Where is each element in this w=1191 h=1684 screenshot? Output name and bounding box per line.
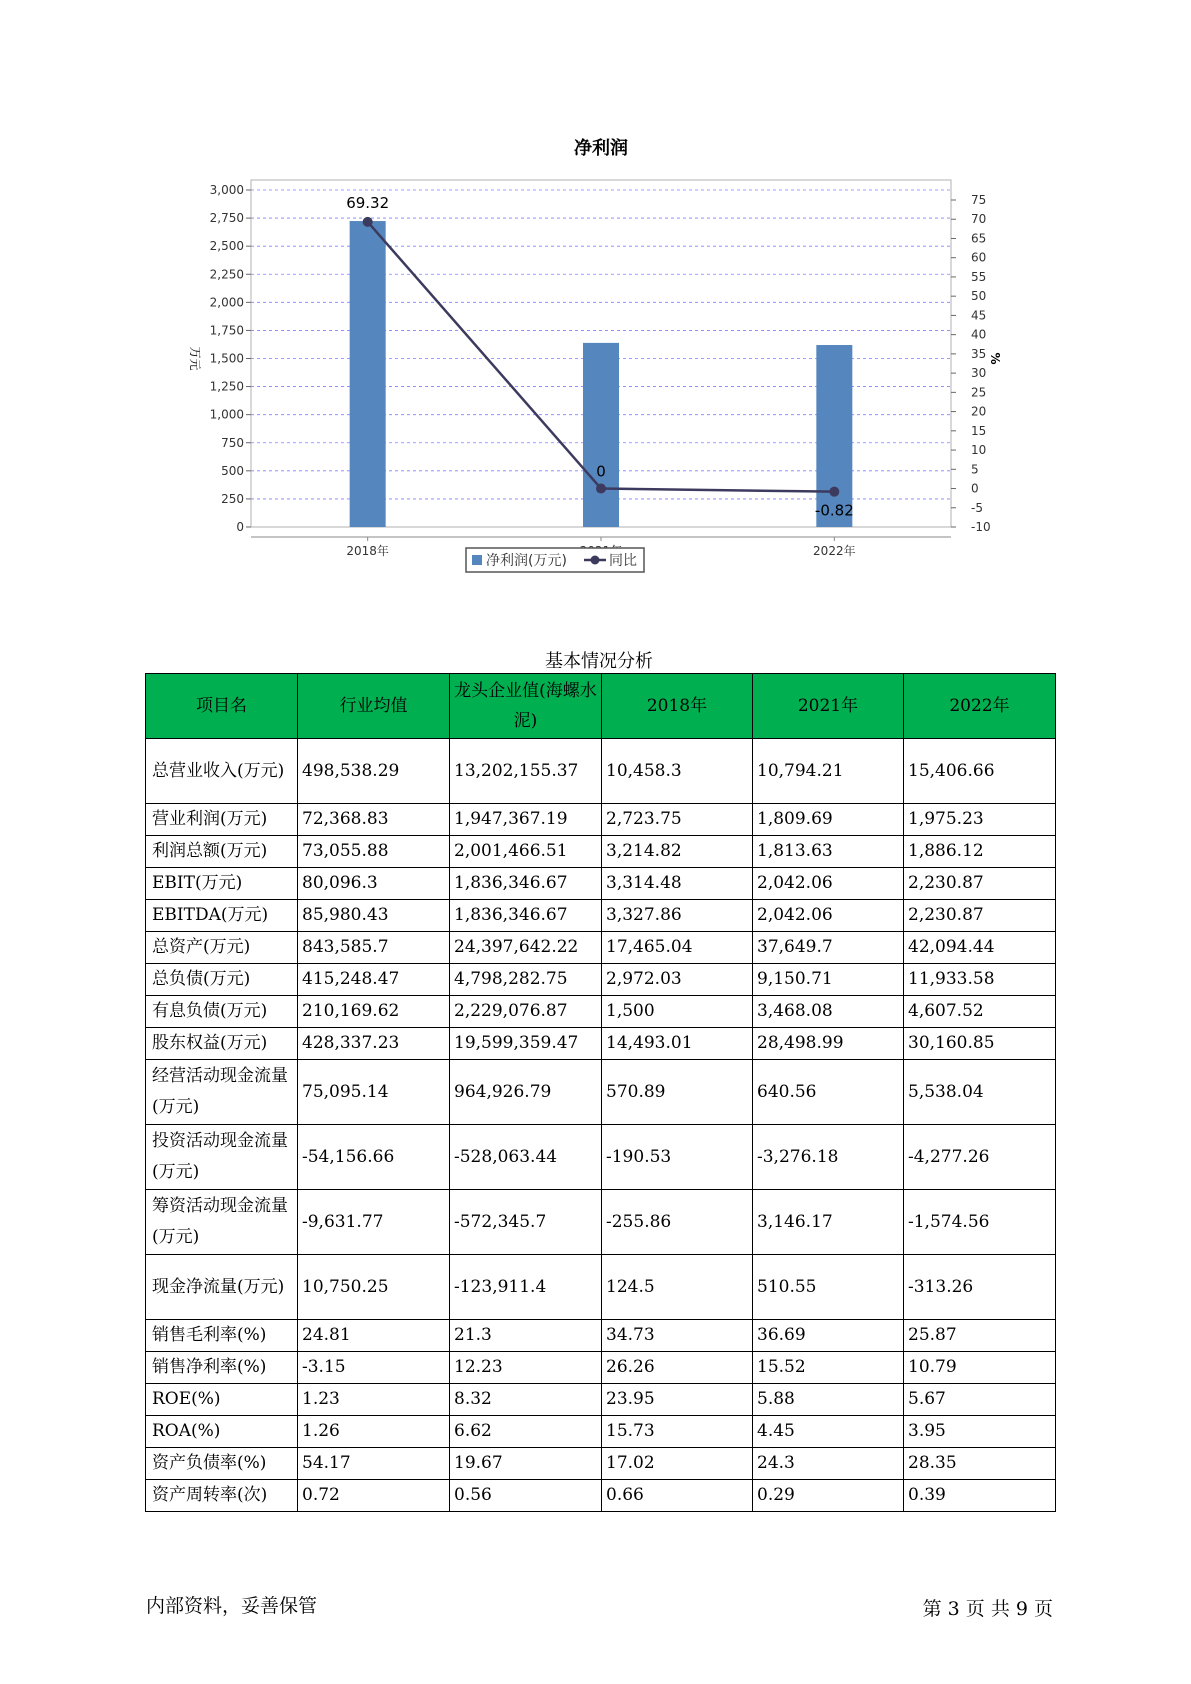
table-cell: 3,327.86 <box>602 900 753 932</box>
table-cell: 2,723.75 <box>602 804 753 836</box>
table-cell: 9,150.71 <box>753 964 904 996</box>
row-label: 总资产(万元) <box>146 932 298 964</box>
y2-tick-label: 70 <box>971 212 987 227</box>
table-cell: 2,229,076.87 <box>450 996 602 1028</box>
table-cell: 0.39 <box>904 1480 1056 1512</box>
table-row <box>146 1125 1056 1190</box>
row-label: 现金净流量(万元) <box>146 1255 298 1320</box>
table-cell: 13,202,155.37 <box>450 739 602 804</box>
table-header-cell: 龙头企业值(海螺水泥) <box>450 674 602 739</box>
bar <box>350 221 386 527</box>
table-cell: 4,607.52 <box>904 996 1056 1028</box>
table-cell: 1.26 <box>298 1416 450 1448</box>
table-row <box>146 1255 1056 1320</box>
table-cell: 1,813.63 <box>753 836 904 868</box>
table-cell: -9,631.77 <box>298 1190 450 1255</box>
table-cell: 0.29 <box>753 1480 904 1512</box>
table-cell: 415,248.47 <box>298 964 450 996</box>
table-cell: 34.73 <box>602 1320 753 1352</box>
y-tick-label: 0 <box>236 520 244 534</box>
table-cell: 2,001,466.51 <box>450 836 602 868</box>
table-cell: 73,055.88 <box>298 836 450 868</box>
y-tick-label: 2,000 <box>209 295 244 310</box>
table-cell: -3,276.18 <box>753 1125 904 1190</box>
table-cell: 6.62 <box>450 1416 602 1448</box>
row-label: 有息负债(万元) <box>146 996 298 1028</box>
y-tick-label: 1,250 <box>209 379 244 394</box>
table-cell: 24,397,642.22 <box>450 932 602 964</box>
table-row <box>146 868 1056 900</box>
table-header-cell: 行业均值 <box>298 674 450 739</box>
y2-tick-label: 30 <box>971 366 987 381</box>
table-row <box>146 804 1056 836</box>
table-cell: 510.55 <box>753 1255 904 1320</box>
table-row <box>146 1480 1056 1512</box>
table-cell: -572,345.7 <box>450 1190 602 1255</box>
table-cell: 17,465.04 <box>602 932 753 964</box>
table-cell: 2,042.06 <box>753 868 904 900</box>
table-cell: 72,368.83 <box>298 804 450 836</box>
table-cell: 19,599,359.47 <box>450 1028 602 1060</box>
table-cell: 1,836,346.67 <box>450 900 602 932</box>
table-row <box>146 1384 1056 1416</box>
y2-tick-label: 55 <box>971 269 987 284</box>
y2-tick-label: 10 <box>971 443 987 458</box>
y2-tick-label: -10 <box>971 520 991 534</box>
y2-tick-label: 20 <box>971 404 987 419</box>
table-cell: 80,096.3 <box>298 868 450 900</box>
y2-tick-label: 65 <box>971 231 987 246</box>
y-tick-label: 2,750 <box>209 211 244 226</box>
table-cell: -190.53 <box>602 1125 753 1190</box>
table-cell: 124.5 <box>602 1255 753 1320</box>
table-cell: 28.35 <box>904 1448 1056 1480</box>
table-cell: 1,947,367.19 <box>450 804 602 836</box>
legend-line-marker <box>591 556 600 565</box>
table-cell: 3,146.17 <box>753 1190 904 1255</box>
table-cell: 23.95 <box>602 1384 753 1416</box>
y2-tick-label: 25 <box>971 385 987 400</box>
table-cell: 8.32 <box>450 1384 602 1416</box>
table-cell: 12.23 <box>450 1352 602 1384</box>
bar <box>816 345 852 527</box>
y2-tick-label: 50 <box>971 289 987 304</box>
y-tick-label: 1,000 <box>209 407 244 422</box>
table-cell: 5,538.04 <box>904 1060 1056 1125</box>
table-cell: 4.45 <box>753 1416 904 1448</box>
yoy-point <box>829 487 839 497</box>
footer-confidential-note: 内部资料，妥善保管 <box>146 1595 318 1617</box>
table-cell: -528,063.44 <box>450 1125 602 1190</box>
table-cell: 5.67 <box>904 1384 1056 1416</box>
table-cell: 10,750.25 <box>298 1255 450 1320</box>
y-axis-title: 万元 <box>188 346 202 371</box>
table-cell: -1,574.56 <box>904 1190 1056 1255</box>
chart-title: 净利润 <box>574 138 628 159</box>
footer-page-number: 第 3 页 共 9 页 <box>922 1598 1053 1620</box>
table-cell: 15.73 <box>602 1416 753 1448</box>
row-label: ROE(%) <box>146 1384 298 1416</box>
table-cell: 11,933.58 <box>904 964 1056 996</box>
y-tick-label: 3,000 <box>209 183 244 197</box>
data-label: 0 <box>596 462 606 481</box>
row-label: EBITDA(万元) <box>146 900 298 932</box>
table-row <box>146 996 1056 1028</box>
table-row <box>146 932 1056 964</box>
x-tick-label: 2022年 <box>813 544 856 558</box>
row-label: 销售净利率(%) <box>146 1352 298 1384</box>
table-cell: 15.52 <box>753 1352 904 1384</box>
basic-analysis-table <box>145 673 1056 1512</box>
table-cell: -54,156.66 <box>298 1125 450 1190</box>
table-cell: 10.79 <box>904 1352 1056 1384</box>
table-cell: 85,980.43 <box>298 900 450 932</box>
legend-label: 同比 <box>609 553 637 569</box>
table-header-cell: 项目名 <box>146 674 298 739</box>
table-cell: -313.26 <box>904 1255 1056 1320</box>
y-tick-label: 1,500 <box>209 351 244 366</box>
table-cell: 0.72 <box>298 1480 450 1512</box>
table-row <box>146 739 1056 804</box>
y2-tick-label: 45 <box>971 308 987 323</box>
table-cell: 1,500 <box>602 996 753 1028</box>
row-label: 营业利润(万元) <box>146 804 298 836</box>
table-row <box>146 1448 1056 1480</box>
table-cell: 36.69 <box>753 1320 904 1352</box>
table-cell: 14,493.01 <box>602 1028 753 1060</box>
row-label: 资产周转率(次) <box>146 1480 298 1512</box>
table-cell: 42,094.44 <box>904 932 1056 964</box>
table-cell: 1.23 <box>298 1384 450 1416</box>
table-row <box>146 1320 1056 1352</box>
row-label: 总负债(万元) <box>146 964 298 996</box>
table-cell: 24.81 <box>298 1320 450 1352</box>
table-header-cell: 2022年 <box>904 674 1056 739</box>
table-cell: 1,886.12 <box>904 836 1056 868</box>
y-tick-label: 2,500 <box>209 239 244 254</box>
table-cell: 843,585.7 <box>298 932 450 964</box>
table-cell: 570.89 <box>602 1060 753 1125</box>
table-row <box>146 836 1056 868</box>
row-label: EBIT(万元) <box>146 868 298 900</box>
table-cell: 1,975.23 <box>904 804 1056 836</box>
row-label: 资产负债率(%) <box>146 1448 298 1480</box>
table-header-cell: 2018年 <box>602 674 753 739</box>
legend-bar-swatch <box>472 555 482 565</box>
table-cell: 2,230.87 <box>904 900 1056 932</box>
y2-tick-label: 0 <box>971 481 979 496</box>
table-row <box>146 1352 1056 1384</box>
table-cell: 3,468.08 <box>753 996 904 1028</box>
table-cell: 26.26 <box>602 1352 753 1384</box>
table-cell: 28,498.99 <box>753 1028 904 1060</box>
x-tick-label: 2018年 <box>346 544 389 558</box>
table-header-row <box>146 674 1056 739</box>
y-tick-label: 750 <box>221 435 244 450</box>
table-cell: 17.02 <box>602 1448 753 1480</box>
bar <box>583 343 619 527</box>
y2-tick-label: 75 <box>971 193 987 207</box>
y2-tick-label: -5 <box>971 500 983 515</box>
table-cell: 1,836,346.67 <box>450 868 602 900</box>
table-cell: 428,337.23 <box>298 1028 450 1060</box>
row-label: 销售毛利率(%) <box>146 1320 298 1352</box>
y2-tick-label: 15 <box>971 423 987 438</box>
table-cell: 19.67 <box>450 1448 602 1480</box>
table-cell: 964,926.79 <box>450 1060 602 1125</box>
row-label: 利润总额(万元) <box>146 836 298 868</box>
chart-svg <box>160 130 1040 600</box>
row-label: ROA(%) <box>146 1416 298 1448</box>
table-row <box>146 1028 1056 1060</box>
table-row <box>146 964 1056 996</box>
yoy-point <box>363 217 373 227</box>
y2-tick-label: 60 <box>971 250 987 265</box>
table-cell: 15,406.66 <box>904 739 1056 804</box>
table-cell: -123,911.4 <box>450 1255 602 1320</box>
table-cell: 21.3 <box>450 1320 602 1352</box>
y2-tick-label: 5 <box>971 462 979 477</box>
table-cell: 3,314.48 <box>602 868 753 900</box>
table-cell: 640.56 <box>753 1060 904 1125</box>
table-cell: -3.15 <box>298 1352 450 1384</box>
table-header-cell: 2021年 <box>753 674 904 739</box>
row-label: 总营业收入(万元) <box>146 739 298 804</box>
table-row <box>146 1190 1056 1255</box>
row-label: 股东权益(万元) <box>146 1028 298 1060</box>
table-cell: 0.56 <box>450 1480 602 1512</box>
table-cell: 0.66 <box>602 1480 753 1512</box>
table-cell: 75,095.14 <box>298 1060 450 1125</box>
y-tick-label: 250 <box>221 491 244 506</box>
table-row <box>146 1416 1056 1448</box>
table-cell: 30,160.85 <box>904 1028 1056 1060</box>
row-label: 筹资活动现金流量(万元) <box>146 1190 298 1255</box>
table-cell: 2,042.06 <box>753 900 904 932</box>
y-tick-label: 1,750 <box>209 323 244 338</box>
table-cell: 4,798,282.75 <box>450 964 602 996</box>
table-row <box>146 1060 1056 1125</box>
table-cell: -4,277.26 <box>904 1125 1056 1190</box>
table-cell: 10,794.21 <box>753 739 904 804</box>
y2-tick-label: 40 <box>971 327 987 342</box>
table-cell: 10,458.3 <box>602 739 753 804</box>
table-cell: 3.95 <box>904 1416 1056 1448</box>
table-cell: 5.88 <box>753 1384 904 1416</box>
table-cell: 1,809.69 <box>753 804 904 836</box>
table-cell: 37,649.7 <box>753 932 904 964</box>
data-label: 69.32 <box>346 193 390 212</box>
row-label: 经营活动现金流量(万元) <box>146 1060 298 1125</box>
legend-label: 净利润(万元) <box>486 553 567 569</box>
table-cell: 2,972.03 <box>602 964 753 996</box>
table-cell: -255.86 <box>602 1190 753 1255</box>
table-cell: 3,214.82 <box>602 836 753 868</box>
table-cell: 2,230.87 <box>904 868 1056 900</box>
table-cell: 25.87 <box>904 1320 1056 1352</box>
data-label: -0.82 <box>814 501 854 520</box>
yoy-point <box>596 484 606 494</box>
table-body <box>146 739 1056 1512</box>
table-cell: 498,538.29 <box>298 739 450 804</box>
table-caption: 基本情况分析 <box>545 651 653 672</box>
y-tick-label: 500 <box>221 463 244 478</box>
y2-tick-label: 35 <box>971 346 987 361</box>
table-cell: 54.17 <box>298 1448 450 1480</box>
table-row <box>146 900 1056 932</box>
table-cell: 210,169.62 <box>298 996 450 1028</box>
table-cell: 24.3 <box>753 1448 904 1480</box>
net-profit-chart <box>160 130 1040 600</box>
y-tick-label: 2,250 <box>209 267 244 282</box>
y2-axis-title: % <box>988 352 1002 365</box>
row-label: 投资活动现金流量(万元) <box>146 1125 298 1190</box>
